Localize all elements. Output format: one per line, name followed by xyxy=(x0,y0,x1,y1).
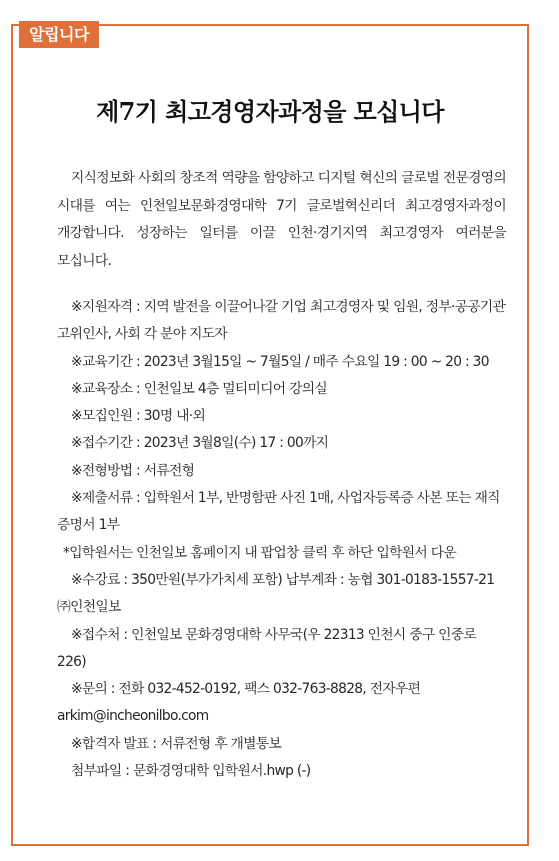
list-item: ※합격자 발표 : 서류전형 후 개별통보 xyxy=(71,735,282,752)
list-item: ※지원자격 : 지역 발전을 이끌어나갈 기업 최고경영자 및 임원, 정부·공공기관 고위인사, 사회 각 분야 지도자 xyxy=(57,299,506,343)
list-item-note: *입학원서는 인천일보 홈페이지 내 팝업창 클릭 후 하단 입학원서 다운 xyxy=(63,544,456,561)
attachment-link[interactable]: 첨부파일 : 문화경영대학 입학원서.hwp (-) xyxy=(71,763,311,780)
list-item: ※접수처 : 인천일보 문화경영대학 사무국(우 22313 인천시 중구 인중로 226) xyxy=(57,626,477,670)
notice-tag: 알립니다 xyxy=(19,21,99,48)
list-item: ※전형방법 : 서류전형 xyxy=(71,462,195,479)
list-item-contact[interactable]: ※문의 : 전화 032-452-0192, 팩스 032-763-8828, 전자우편 arkim@incheonilbo.com xyxy=(57,681,421,725)
page-title: 제7기 최고경영자과정을 모십니다 xyxy=(96,97,444,126)
list-item: ※교육장소 : 인천일보 4층 멀티미디어 강의실 xyxy=(71,380,327,397)
intro-paragraph: 지식정보화 사회의 창조적 역량을 함양하고 디지털 혁신의 글로벌 전문경영의 시대를 여는 인천일보문화경영대학 7기 글로벌혁신리더 최고경영자과정이 개강합니다. 성장하는 일터를 이끌 인천·경기지역 최고경영자 여러분을 모십니다. xyxy=(57,170,506,269)
list-item: ※모집인원 : 30명 내·외 xyxy=(71,408,206,425)
list-item: ※제출서류 : 입학원서 1부, 반명함판 사진 1매, 사업자등록증 사본 또는 재직증명서 1부 xyxy=(57,490,500,534)
list-item: ※접수기간 : 2023년 3월8일(수) 17 : 00까지 xyxy=(71,435,329,452)
list-item: ※수강료 : 350만원(부가가치세 포함) 납부계좌 : 농협 301-0183-1557-21 ㈜인천일보 xyxy=(57,571,495,616)
list-item: ※교육기간 : 2023년 3월15일 ~ 7월5일 / 매주 수요일 19 : 00 ~ 20 : 30 xyxy=(71,353,489,370)
info-list xyxy=(57,294,506,785)
